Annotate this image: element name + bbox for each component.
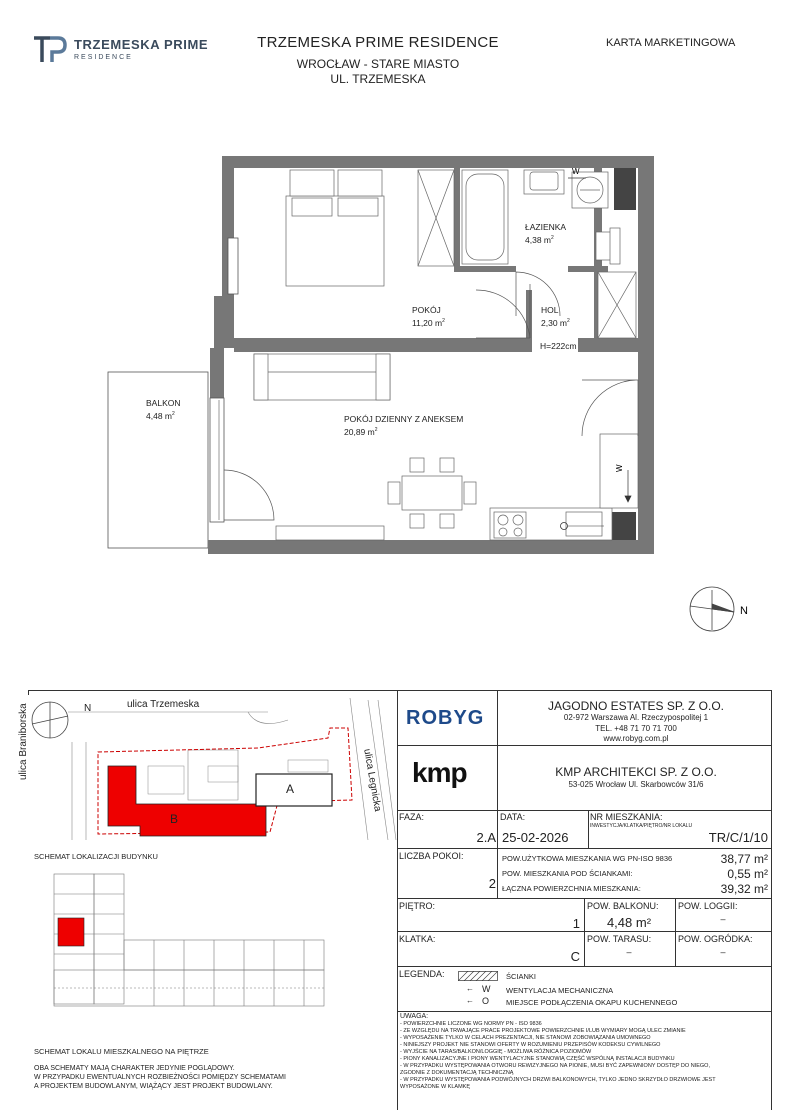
wall-bath-bottom — [454, 266, 516, 272]
area-usable-label: POW.UŻYTKOWA MIESZKANIA WG PN-ISO 9836 — [502, 854, 673, 863]
room-label-living: POKÓJ DZIENNY Z ANEKSEM 20,89 $m^2$ — [344, 414, 464, 437]
card-label: KARTA MARKETINGOWA — [606, 37, 736, 49]
floor-label: PIĘTRO: — [399, 901, 436, 911]
notes: UWAGA: - POWIERZCHNIE LICZONE WG NORMY PN - ISO 9836 - ZE WZGLĘDU NA TRWAJĄCE PRACE PROJEKTOWE POWIERZCHNIE I/LUB WYMIARY MOGĄ ULEC ZMIANIE - WYPOSAŻENIE TYLKO W CELACH PREZENTACJI, NIE STANOWI ZOBOWIĄZANIA UMOWNEGO - NINIEJSZY PROJEKT NIE STANOWI OFERTY W ROZUMIENIU PRZEPISÓW KODEKSU CYWILNEGO - WYJŚCIE NA TARAS/BALKON/LOGGIĘ - MOŻLIWA RÓŻNICA POZIOMÓW - PIONY KANALIZACYJNE I PIONY WENTYLACYJNE STANOWIĄ CZĘŚĆ WSPÓLNĄ INSTALACJI BUDYNKU - W PRZYPADKU WYSTĘPOWANIA OTWORU REWIZYJNEGO NA PIONIE, MUSI BYĆ ZAPEWNIONY DOSTĘP DO NIEGO, ZGODNIE Z DOKUMENTACJĄ TECHNICZNĄ - W PRZYPADKU WYSTĘPOWANIA PODWÓJNYCH DRZWI BALKONOWYCH, TYLKO JEDNO SKRZYDŁO DRZWIOWE JEST WYPOSAŻONE W KLAMKĘ — [400, 1013, 768, 1091]
data-label: DATA: — [500, 812, 526, 822]
floor-scheme — [50, 870, 350, 1020]
terrace-label: POW. TARASU: — [587, 934, 652, 944]
north-compass — [690, 587, 734, 631]
robyg-logo: ROBYG — [406, 707, 485, 729]
area-total-value: 39,32 m² — [720, 882, 768, 896]
kmp-logo: kmp — [412, 757, 467, 788]
duct-top-right — [614, 168, 636, 210]
legend-walls: ŚCIANKI — [506, 972, 537, 981]
company-name: JAGODNO ESTATES SP. Z O.O. — [547, 699, 725, 713]
balcony-label: POW. BALKONU: — [587, 901, 659, 911]
entry-door — [582, 380, 638, 436]
building-a-label: A — [286, 782, 295, 796]
data-value: 25-02-2026 — [502, 830, 569, 845]
garden-value: – — [720, 947, 726, 957]
arch-name: KMP ARCHITEKCI SP. Z O.O. — [555, 765, 717, 779]
company-address: 02-972 Warszawa Al. Rzeczypospolitej 1 — [563, 713, 709, 722]
nr-sub: INWESTYCJA/KLATKA/PIĘTRO/NR LOKALU — [590, 823, 693, 829]
bedroom-door — [476, 290, 530, 338]
area-usable-value: 38,77 m² — [720, 852, 768, 866]
wall-bedroom-bottom — [234, 338, 530, 352]
legend-w-arrow: ← — [466, 984, 474, 993]
duct-bottom-right — [612, 512, 636, 540]
company-phone: TEL. +48 71 70 71 700 — [595, 724, 677, 733]
notes-label: UWAGA: — [400, 1013, 429, 1020]
stair-label: KLATKA: — [399, 934, 436, 944]
garden-label: POW. OGRÓDKA: — [678, 934, 753, 944]
legend-w-sym: W — [482, 984, 491, 994]
page-title: TRZEMESKA PRIME RESIDENCE — [257, 34, 499, 51]
wall-left-lower — [210, 348, 224, 398]
balcony-value: 4,48 m² — [606, 915, 652, 930]
brand-logo-text: TRZEMESKA PRIME — [74, 37, 209, 52]
legend-walls-icon — [458, 971, 498, 981]
wall-bath-left — [454, 168, 460, 272]
rooms-value: 2 — [488, 876, 496, 891]
dining-table — [402, 476, 462, 510]
area-walls-label: POW. MIESZKANIA POD ŚCIANKAMI: — [502, 869, 633, 878]
nr-value: TR/C/1/10 — [708, 830, 768, 845]
arch-address: 53-025 Wrocław Ul. Skarbowców 31/6 — [568, 780, 704, 789]
building-b-label: B — [170, 812, 179, 826]
area-walls-value: 0,55 m² — [727, 867, 768, 881]
page-street: UL. TRZEMESKA — [330, 72, 426, 86]
legend-w: WENTYLACJA MECHANICZNA — [506, 986, 614, 995]
company-web: www.robyg.com.pl — [603, 734, 669, 743]
legend-o-sym: O — [482, 996, 490, 1006]
kitchen-sink — [566, 512, 602, 536]
site-street-left: ulica Braniborska — [18, 703, 29, 780]
loggia-label: POW. LOGGII: — [678, 901, 738, 911]
room-label-balcony: BALKON 4,48 $m^2$ — [146, 398, 181, 421]
wall-hall-left — [526, 290, 532, 352]
window-bedroom — [228, 238, 238, 294]
disclaimer: OBA SCHEMATY MAJĄ CHARAKTER JEDYNIE POGLĄDOWY. W PRZYPADKU EWENTUALNYCH ROZBIEŻNOŚCI POMIĘDZY SCHEMATAMI A PROJEKTEM BUDOWLANYM, WIĄŻĄCY JEST PROJEKT BUDOWLANY. — [34, 1065, 286, 1090]
faza-value: 2.A — [476, 830, 496, 845]
room-label-hall: HOL 2,30 $m^2$ — [541, 305, 570, 328]
wall-hall-bottom — [578, 338, 640, 352]
room-label-bath: ŁAZIENKA 4,38 $m^2$ — [525, 222, 567, 245]
wall-left-mid — [214, 296, 234, 348]
wall-top — [222, 156, 654, 168]
window-living — [210, 398, 224, 522]
legend-label: LEGENDA: — [399, 969, 445, 979]
sofa — [254, 354, 390, 400]
wall-bottom — [208, 540, 642, 554]
building-b — [108, 766, 266, 836]
legend-o: MIEJSCE PODŁĄCZENIA OKAPU KUCHENNEGO — [506, 998, 678, 1007]
terrace-value: – — [626, 947, 632, 957]
floor-value: 1 — [572, 916, 580, 931]
site-plan — [28, 690, 398, 850]
wall-right — [638, 156, 654, 554]
room-label-bedroom: POKÓJ 11,20 $m^2$ — [412, 305, 445, 328]
site-north-label: N — [84, 703, 92, 714]
balcony-door — [224, 470, 274, 520]
caption-floor: SCHEMAT LOKALU MIESZKALNEGO NA PIĘTRZE — [34, 1047, 209, 1056]
w-marker-kitchen: W — [615, 464, 624, 472]
rooms-label: LICZBA POKOI: — [399, 851, 464, 861]
tv-stand — [276, 526, 384, 540]
caption-location: SCHEMAT LOKALIZACJI BUDYNKU — [34, 852, 158, 861]
loggia-value: – — [720, 914, 726, 924]
page-city: WROCŁAW - STARE MIASTO — [296, 57, 460, 71]
brand-logo-sub: RESIDENCE — [74, 54, 133, 61]
area-total-label: ŁĄCZNA POWIERZCHNIA MIESZKANIA: — [502, 884, 641, 893]
w-marker-bath: W — [572, 167, 580, 176]
nr-label: NR MIESZKANIA: — [590, 812, 663, 822]
site-street-right: ulica Legnicka — [361, 748, 384, 813]
stair-value: C — [570, 949, 580, 964]
height-label: H=222cm — [540, 341, 577, 351]
legend-o-arrow: ← — [466, 996, 474, 1005]
faza-label: FAZA: — [399, 812, 425, 822]
site-north-compass — [32, 702, 68, 738]
site-street-top: ulica Trzemeska — [127, 699, 200, 710]
highlighted-apartment — [58, 918, 84, 946]
north-label: N — [740, 605, 748, 617]
